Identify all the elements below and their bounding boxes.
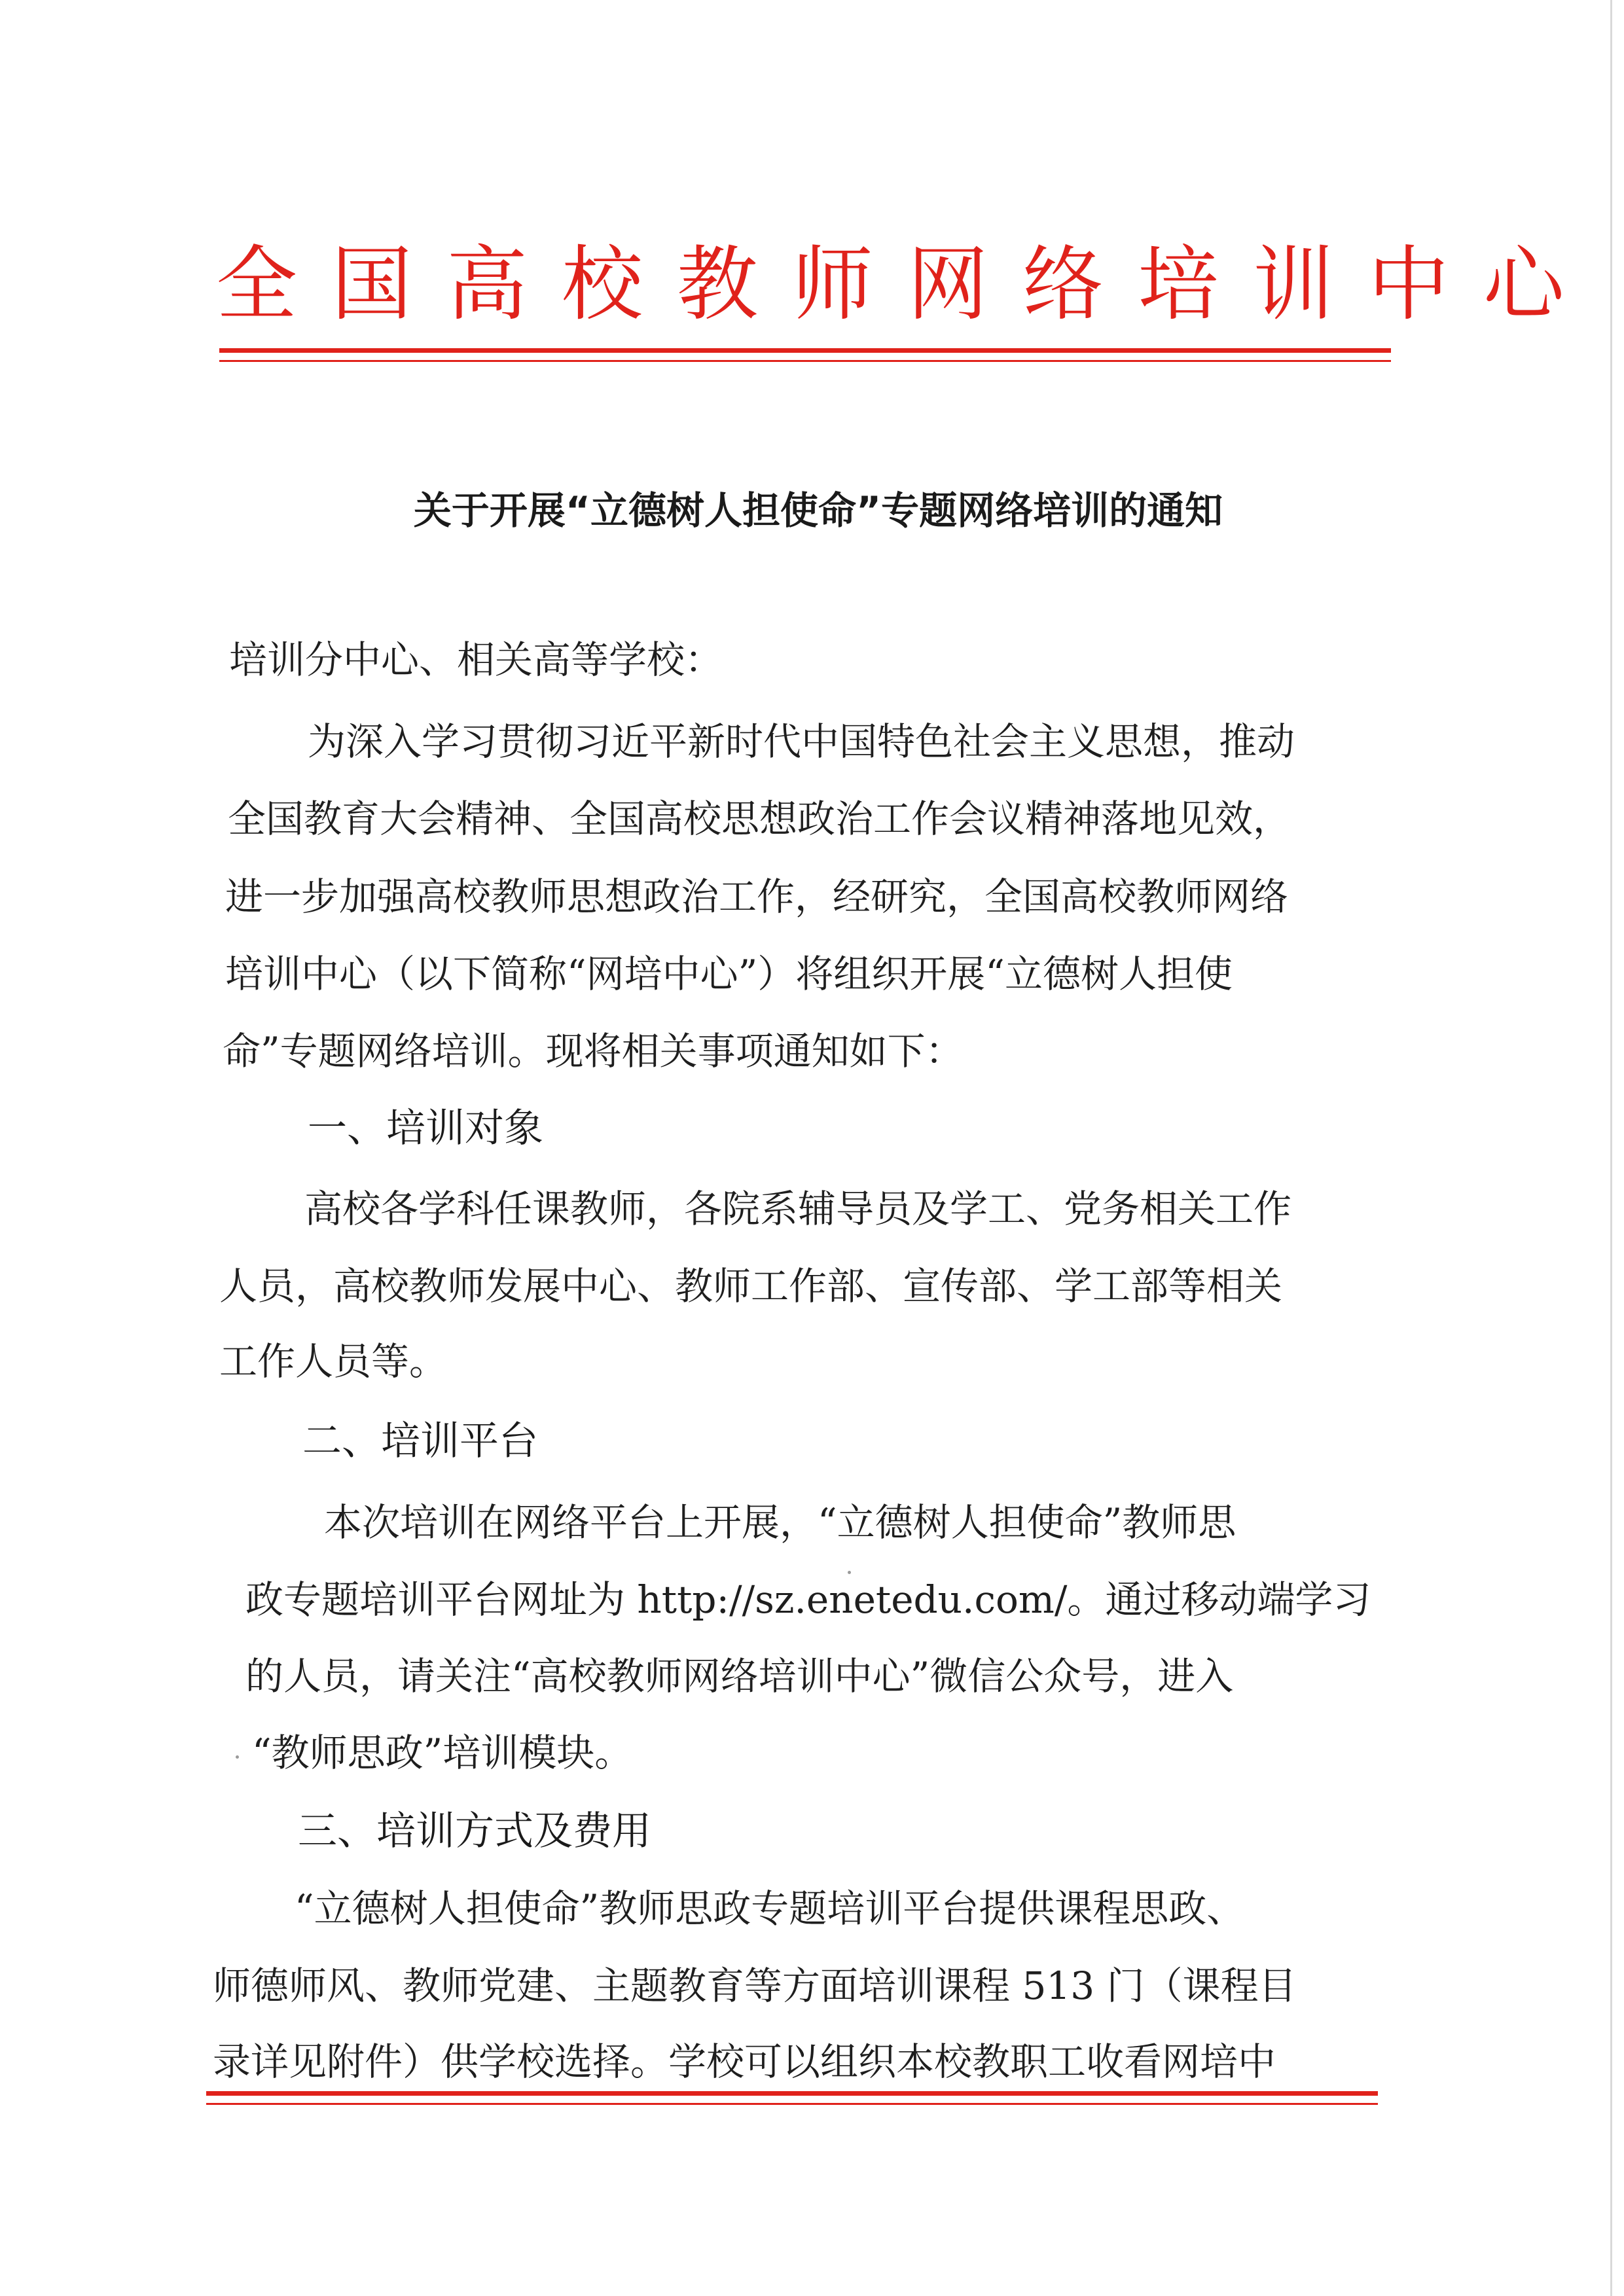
section-line: 政专题培训平台网址为 http://sz.enetedu.com/。通过移动端学习 xyxy=(245,1577,1371,1622)
section-heading-targets: 一、培训对象 xyxy=(308,1105,543,1151)
document-title: 关于开展“立德树人担使命”专题网络培训的通知 xyxy=(413,488,1223,533)
footer-rule-thick xyxy=(206,2091,1378,2096)
intro-line: 进一步加强高校教师思想政治工作，经研究，全国高校教师网络 xyxy=(225,874,1289,919)
section-line: 高校各学科任课教师，各院系辅导员及学工、党务相关工作 xyxy=(304,1187,1292,1231)
section-heading-method-fees: 三、培训方式及费用 xyxy=(298,1808,651,1854)
section-line: 的人员，请关注“高校教师网络培训中心”微信公众号，进入 xyxy=(245,1654,1234,1698)
section-line: 师德师风、教师党建、主题教育等方面培训课程 513 门（课程目 xyxy=(213,1964,1297,2008)
section-line: 录详见附件）供学校选择。学校可以组织本校教职工收看网培中 xyxy=(213,2039,1276,2084)
masthead-rule-thin xyxy=(219,360,1391,362)
intro-line: 命”专题网络培训。现将相关事项通知如下： xyxy=(223,1029,964,1073)
footer-rule-thin xyxy=(206,2103,1378,2105)
section-line: “教师思政”培训模块。 xyxy=(252,1731,633,1775)
scan-edge xyxy=(1610,0,1612,2296)
section-line: 人员，高校教师发展中心、教师工作部、宣传部、学工部等相关 xyxy=(219,1264,1283,1308)
section-heading-platform: 二、培训平台 xyxy=(302,1418,538,1464)
section-line: “立德树人担使命”教师思政专题培训平台提供课程思政、 xyxy=(295,1886,1245,1931)
scan-speck xyxy=(236,1755,239,1759)
intro-line: 培训中心（以下简称“网培中心”）将组织开展“立德树人担使 xyxy=(225,952,1233,996)
section-line: 本次培训在网络平台上开展，“立德树人担使命”教师思 xyxy=(324,1500,1236,1545)
scan-speck xyxy=(848,1571,851,1574)
salutation: 培训分中心、相关高等学校： xyxy=(229,637,723,682)
masthead-rule-thick xyxy=(219,348,1391,353)
intro-line: 全国教育大会精神、全国高校思想政治工作会议精神落地见效， xyxy=(228,797,1291,841)
section-line: 工作人员等。 xyxy=(219,1339,448,1384)
intro-line: 为深入学习贯彻习近平新时代中国特色社会主义思想，推动 xyxy=(308,719,1295,764)
masthead: 全国高校教师网络培训中心 xyxy=(216,238,1599,332)
